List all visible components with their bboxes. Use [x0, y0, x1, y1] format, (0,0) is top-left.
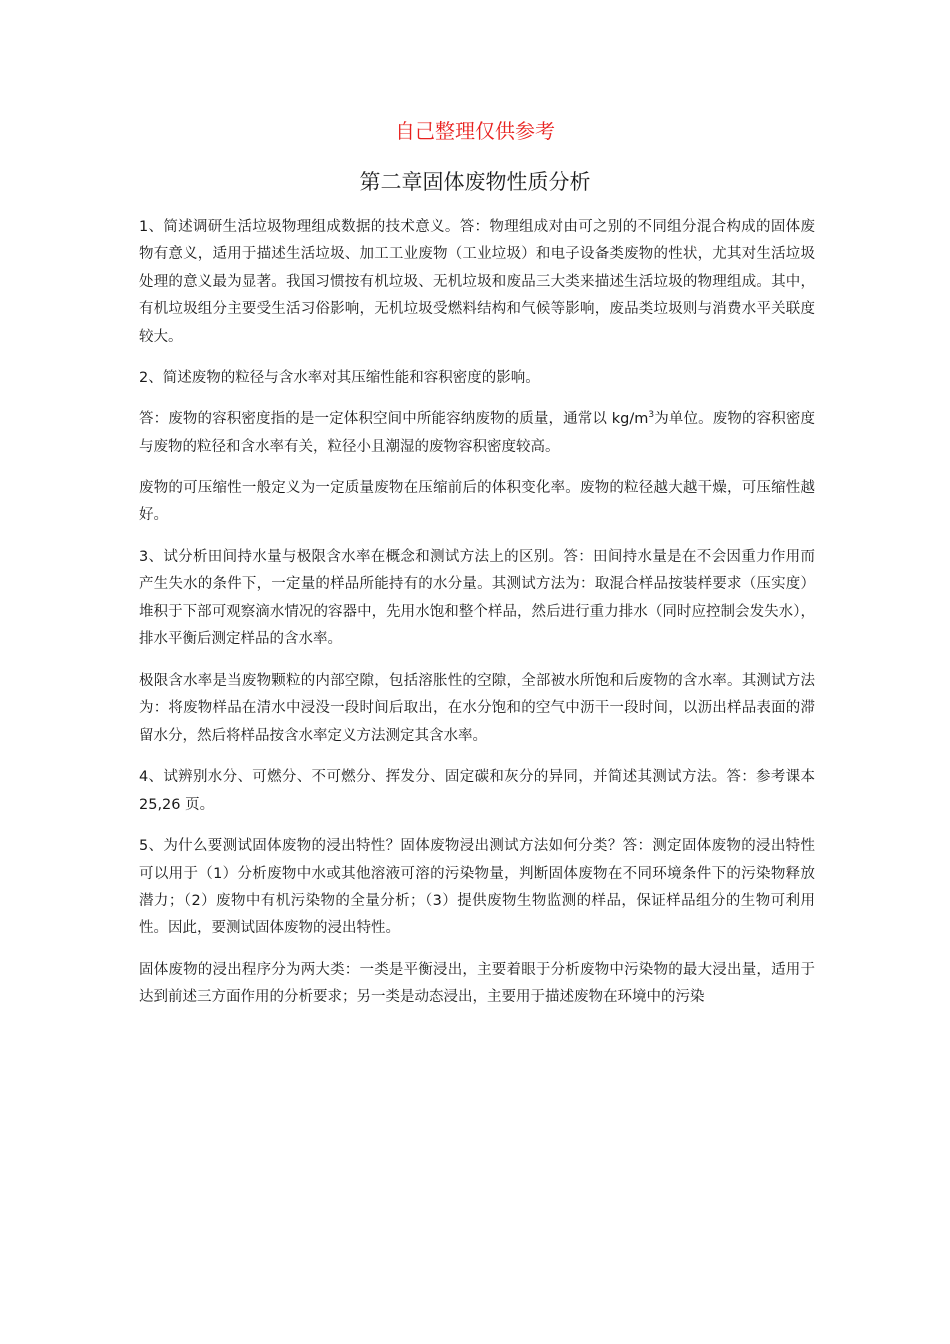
chapter-title: 第二章固体废物性质分析 — [359, 170, 591, 194]
paragraph-limit-moisture: 极限含水率是当废物颗粒的内部空隙，包括溶胀性的空隙，全部被水所饱和后废物的含水率。其测试方法为：将废物样品在清水中浸没一段时间后取出，在水分饱和的空气中沥干一段时间，以沥出样品表面的滞留水分，然后将样品按含水率定义方法测定其含水率。 — [139, 672, 815, 744]
superscript-three: 3 — [648, 409, 655, 420]
document-body — [139, 214, 815, 1026]
paragraph-q2: 2、简述废物的粒径与含水率对其压缩性能和容积密度的影响。 — [139, 370, 540, 387]
paragraph-q5: 5、为什么要测试固体废物的浸出特性？固体废物浸出测试方法如何分类？答：测定固体废物的浸出特性可以用于（1）分析废物中水或其他溶液可溶的污染物量，判断固体废物在不同环境条件下的污染物释放潜力；（2）废物中有机污染物的全量分析；（3）提供废物生物监测的样品，保证样品组分的生物可利用性。因此，要测试固体废物的浸出特性。 — [139, 838, 815, 937]
paragraph-q3: 3、试分析田间持水量与极限含水率在概念和测试方法上的区别。答：田间持水量是在不会因重力作用而产生失水的条件下，一定量的样品所能持有的水分量。其测试方法为：取混合样品按装样要求（压实度）堆积于下部可观察滴水情况的容器中，先用水饱和整个样品，然后进行重力排水（同时应控制会发失水），排水平衡后测定样品的含水率。 — [139, 549, 815, 648]
paragraph-q2-answer-text-cont: 为单位。废物的容积密度与废物的粒径和含水率有关，粒径小且潮湿的废物容积密度较高。 — [139, 411, 816, 455]
header-note: 自己整理仅供参考 — [395, 119, 555, 143]
paragraph-q1: 1、简述调研生活垃圾物理组成数据的技术意义。答：物理组成对由可之别的不同组分混合构成的固体废物有意义，适用于描述生活垃圾、加工工业废物（工业垃圾）和电子设备类废物的性状，尤其对生活垃圾处理的意义最为显著。我国习惯按有机垃圾、无机垃圾和废品三大类来描述生活垃圾的物理组成。其中，有机垃圾组分主要受生活习俗影响，无机垃圾受燃料结构和气候等影响，废品类垃圾则与消费水平关联度较大。 — [139, 219, 815, 345]
paragraph-q2-answer — [139, 406, 815, 461]
paragraph-compressibility: 废物的可压缩性一般定义为一定质量废物在压缩前后的体积变化率。废物的粒径越大越干燥，可压缩性越好。 — [139, 480, 815, 524]
paragraph-q2-answer-text: 答：废物的容积密度指的是一定体积空间中所能容纳废物的质量，通常以 kg/m — [139, 411, 649, 428]
paragraph-leaching-procedures: 固体废物的浸出程序分为两大类：一类是平衡浸出，主要着眼于分析废物中污染物的最大浸出量，适用于达到前述三方面作用的分析要求；另一类是动态浸出，主要用于描述废物在环境中的污染 — [139, 962, 815, 1006]
paragraph-q4: 4、试辨别水分、可燃分、不可燃分、挥发分、固定碳和灰分的异同，并简述其测试方法。答：参考课本 25,26 页。 — [139, 769, 815, 813]
